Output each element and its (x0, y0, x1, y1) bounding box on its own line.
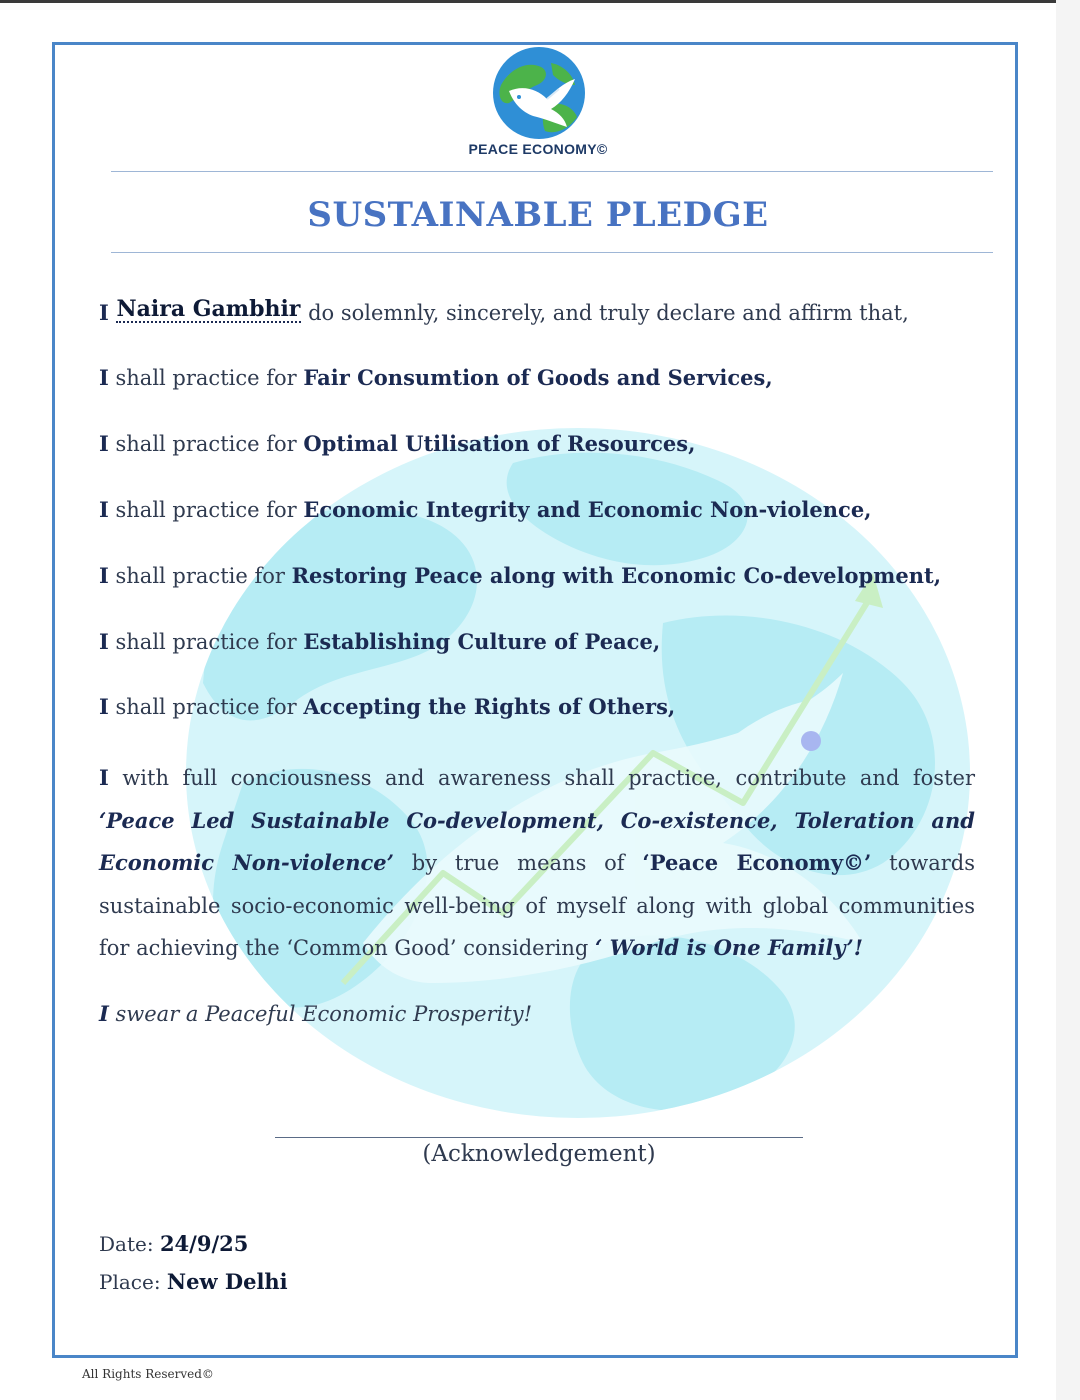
pledger-name: Naira Gambhir (116, 296, 301, 322)
declaration-text: do solemnly, sincerely, and truly declare and affirm that, (308, 301, 909, 325)
document-title: SUSTAINABLE PLEDGE (307, 195, 769, 235)
commitment-emphasis-3: ‘ World is One Family’! (594, 935, 863, 960)
date-value: 24/9/25 (159, 1231, 249, 1256)
pledge-item (99, 431, 979, 456)
pledge-lead: I (99, 563, 109, 588)
pledge-text: shall practice for (108, 630, 304, 654)
commitment-text-3: towards sustainable socio-economic well-being of myself along with global communities for achieving the ‘Common Good’ considering (99, 851, 975, 960)
pledge-text: shall practice for (108, 498, 304, 522)
declaration-prefix: I (99, 300, 109, 325)
oath-line (99, 1001, 532, 1026)
place-label: Place: (99, 1270, 161, 1294)
pledge-subject: Fair Consumtion of Goods and Services, (303, 365, 773, 390)
pledge-text: shall practie for (108, 564, 292, 588)
brand-name: PEACE ECONOMY© (468, 141, 608, 157)
header-divider-bottom (111, 252, 993, 253)
commitment-paragraph (99, 757, 975, 970)
pledge-subject: Accepting the Rights of Others, (303, 694, 676, 719)
pledge-subject: Establishing Culture of Peace, (303, 629, 661, 654)
pledge-lead: I (99, 694, 109, 719)
pledge-lead: I (99, 497, 109, 522)
commitment-text-2: by true means of (393, 851, 643, 875)
pledge-item (99, 365, 979, 390)
pledge-lead: I (99, 365, 109, 390)
peace-economy-logo (489, 45, 589, 141)
commitment-emphasis-1: ‘Peace Led Sustainable Co-development, Co-existence, Toleration and Economic Non-violence’ (99, 807, 975, 875)
footer-rights: All Rights Reserved© (82, 1367, 214, 1381)
declaration-line (99, 297, 979, 325)
top-rule (0, 0, 1056, 3)
page-edge-strip (1056, 0, 1080, 1400)
pledge-subject: Restoring Peace along with Economic Co-development, (291, 563, 942, 588)
place-row (99, 1269, 288, 1294)
pledge-subject: Economic Integrity and Economic Non-violence, (303, 497, 872, 522)
pledge-item (99, 629, 979, 654)
oath-text: swear a Peaceful Economic Prosperity! (108, 1002, 533, 1026)
pledge-lead: I (99, 629, 109, 654)
pledge-text: shall practice for (108, 695, 304, 719)
signature-line (275, 1137, 803, 1138)
pledge-item (99, 497, 979, 522)
date-row (99, 1231, 248, 1256)
pledge-item (99, 563, 979, 588)
pledge-lead: I (99, 431, 109, 456)
commitment-text-1: with full conciousness and awareness shall practice, contribute and foster (108, 766, 975, 790)
pledge-text: shall practice for (108, 432, 304, 456)
commitment-lead: I (99, 765, 109, 790)
date-label: Date: (99, 1232, 154, 1256)
pledge-subject: Optimal Utilisation of Resources, (303, 431, 696, 456)
place-value: New Delhi (166, 1269, 288, 1294)
pledge-item (99, 694, 979, 719)
acknowledgement-label: (Acknowledgement) (422, 1141, 656, 1167)
oath-lead: I (99, 1001, 109, 1026)
commitment-emphasis-2: ‘Peace Economy©’ (642, 850, 872, 875)
header-divider-top (111, 171, 993, 172)
pledge-text: shall practice for (108, 366, 304, 390)
certificate-frame (52, 42, 1018, 1358)
